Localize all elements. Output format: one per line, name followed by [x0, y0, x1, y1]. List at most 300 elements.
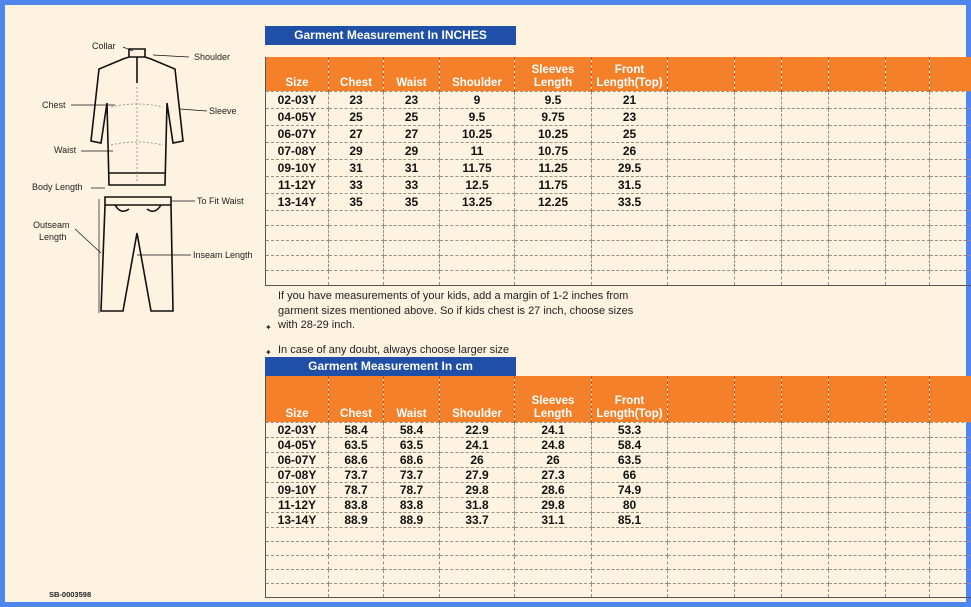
- empty-cell: [668, 210, 735, 225]
- header-text: Length(Top): [596, 76, 663, 89]
- cm-table: [265, 376, 971, 598]
- empty-cell: [735, 225, 782, 240]
- empty-cell: [515, 240, 592, 255]
- empty-cell: [735, 569, 782, 583]
- table-cell: 53.3: [592, 422, 668, 437]
- table-cell: 9.5: [440, 108, 515, 125]
- empty-cell: [782, 482, 829, 497]
- table-cell: 31: [329, 159, 384, 176]
- empty-cell: [886, 555, 930, 569]
- table-cell: 26: [440, 452, 515, 467]
- empty-cell: [930, 482, 971, 497]
- table-cell: 11: [440, 142, 515, 159]
- header-text: Size: [285, 76, 309, 89]
- empty-cell: [930, 142, 971, 159]
- table-cell: 88.9: [384, 512, 440, 527]
- label-waist: Waist: [54, 145, 77, 155]
- column-header: [384, 376, 440, 422]
- empty-row: [266, 255, 971, 270]
- table-row: [266, 497, 971, 512]
- table-cell: 13-14Y: [266, 512, 329, 527]
- empty-cell: [440, 255, 515, 270]
- empty-header-cell: [668, 57, 735, 91]
- empty-cell: [384, 555, 440, 569]
- table-row: [266, 108, 971, 125]
- empty-cell: [515, 527, 592, 541]
- header-text: Size: [285, 407, 309, 420]
- empty-header-cell: [930, 57, 971, 91]
- empty-cell: [592, 555, 668, 569]
- table-cell: 25: [329, 108, 384, 125]
- empty-cell: [515, 583, 592, 597]
- header-text: Chest: [340, 407, 372, 420]
- empty-cell: [782, 91, 829, 108]
- empty-cell: [782, 240, 829, 255]
- table-cell: 11-12Y: [266, 497, 329, 512]
- empty-cell: [266, 255, 329, 270]
- table-row: [266, 467, 971, 482]
- empty-cell: [592, 240, 668, 255]
- empty-cell: [735, 210, 782, 225]
- empty-cell: [735, 422, 782, 437]
- empty-cell: [266, 270, 329, 285]
- table-cell: 27.3: [515, 467, 592, 482]
- empty-cell: [782, 255, 829, 270]
- table-cell: 10.25: [440, 125, 515, 142]
- empty-cell: [592, 270, 668, 285]
- empty-cell: [829, 452, 886, 467]
- empty-cell: [384, 527, 440, 541]
- table-row: [266, 452, 971, 467]
- empty-cell: [829, 159, 886, 176]
- empty-header-cell: [782, 57, 829, 91]
- table-cell: 29.5: [592, 159, 668, 176]
- table-cell: 27.9: [440, 467, 515, 482]
- empty-cell: [735, 512, 782, 527]
- table-cell: 58.4: [329, 422, 384, 437]
- empty-cell: [886, 583, 930, 597]
- table-cell: 29.8: [440, 482, 515, 497]
- table-cell: 83.8: [329, 497, 384, 512]
- empty-cell: [735, 193, 782, 210]
- empty-cell: [782, 583, 829, 597]
- empty-cell: [886, 527, 930, 541]
- empty-cell: [829, 512, 886, 527]
- note-item: [265, 343, 685, 358]
- table-cell: 22.9: [440, 422, 515, 437]
- empty-header-cell: [829, 376, 886, 422]
- header-text: Sleeves: [531, 394, 575, 407]
- empty-cell: [782, 159, 829, 176]
- empty-cell: [384, 583, 440, 597]
- empty-cell: [266, 240, 329, 255]
- empty-cell: [829, 255, 886, 270]
- table-row: [266, 176, 971, 193]
- table-cell: 10.75: [515, 142, 592, 159]
- empty-cell: [886, 240, 930, 255]
- empty-cell: [384, 541, 440, 555]
- table-row: [266, 482, 971, 497]
- empty-cell: [592, 569, 668, 583]
- column-header: [440, 57, 515, 91]
- column-header: [592, 376, 668, 422]
- header-text: Front: [614, 394, 645, 407]
- empty-cell: [592, 583, 668, 597]
- table-cell: 88.9: [329, 512, 384, 527]
- empty-cell: [930, 240, 971, 255]
- empty-cell: [886, 497, 930, 512]
- empty-cell: [829, 225, 886, 240]
- table-cell: 63.5: [329, 437, 384, 452]
- empty-cell: [735, 497, 782, 512]
- empty-cell: [886, 176, 930, 193]
- table-cell: 02-03Y: [266, 422, 329, 437]
- empty-cell: [930, 210, 971, 225]
- table-cell: 21: [592, 91, 668, 108]
- header-text: Length: [533, 76, 573, 89]
- empty-cell: [886, 142, 930, 159]
- table-row: [266, 512, 971, 527]
- table-cell: 23: [329, 91, 384, 108]
- column-header: [592, 57, 668, 91]
- empty-cell: [782, 541, 829, 555]
- empty-cell: [930, 583, 971, 597]
- empty-cell: [384, 225, 440, 240]
- empty-cell: [782, 437, 829, 452]
- empty-cell: [829, 91, 886, 108]
- table-row: [266, 159, 971, 176]
- column-header: [384, 57, 440, 91]
- table-cell: 63.5: [592, 452, 668, 467]
- empty-cell: [384, 255, 440, 270]
- table-cell: 29.8: [515, 497, 592, 512]
- empty-cell: [329, 569, 384, 583]
- empty-cell: [930, 270, 971, 285]
- empty-header-cell: [886, 376, 930, 422]
- label-outseam-length: Length: [39, 232, 67, 242]
- empty-cell: [930, 176, 971, 193]
- empty-cell: [329, 210, 384, 225]
- empty-cell: [930, 225, 971, 240]
- empty-cell: [266, 555, 329, 569]
- empty-cell: [930, 555, 971, 569]
- empty-cell: [829, 142, 886, 159]
- empty-header-cell: [668, 376, 735, 422]
- cm-title: Garment Measurement In cm: [265, 357, 516, 376]
- column-header: [266, 57, 329, 91]
- empty-cell: [735, 437, 782, 452]
- empty-cell: [930, 467, 971, 482]
- empty-cell: [886, 512, 930, 527]
- empty-cell: [515, 541, 592, 555]
- empty-cell: [886, 467, 930, 482]
- empty-cell: [735, 527, 782, 541]
- header-text: Waist: [396, 76, 427, 89]
- empty-cell: [782, 422, 829, 437]
- empty-cell: [668, 176, 735, 193]
- table-row: [266, 125, 971, 142]
- header-text: Length(Top): [596, 407, 663, 420]
- table-cell: 11.75: [515, 176, 592, 193]
- empty-cell: [735, 467, 782, 482]
- empty-cell: [829, 569, 886, 583]
- empty-cell: [735, 555, 782, 569]
- table-cell: 9.75: [515, 108, 592, 125]
- column-header: [440, 376, 515, 422]
- table-cell: 04-05Y: [266, 108, 329, 125]
- empty-cell: [930, 497, 971, 512]
- table-cell: 12.5: [440, 176, 515, 193]
- empty-cell: [515, 210, 592, 225]
- table-cell: 26: [592, 142, 668, 159]
- empty-cell: [668, 193, 735, 210]
- empty-cell: [735, 125, 782, 142]
- table-cell: 33: [329, 176, 384, 193]
- table-cell: 13-14Y: [266, 193, 329, 210]
- empty-cell: [735, 91, 782, 108]
- empty-cell: [829, 240, 886, 255]
- empty-cell: [592, 527, 668, 541]
- empty-cell: [930, 452, 971, 467]
- empty-cell: [440, 555, 515, 569]
- table-cell: 25: [592, 125, 668, 142]
- empty-row: [266, 583, 971, 597]
- empty-cell: [668, 159, 735, 176]
- table-cell: 09-10Y: [266, 482, 329, 497]
- empty-cell: [829, 527, 886, 541]
- table-cell: 80: [592, 497, 668, 512]
- empty-cell: [266, 569, 329, 583]
- empty-cell: [930, 91, 971, 108]
- column-header: [266, 376, 329, 422]
- label-outseam: Outseam: [33, 220, 70, 230]
- table-cell: 28.6: [515, 482, 592, 497]
- note-line: If you have measurements of your kids, add a margin of 1-2 inches from: [278, 290, 629, 302]
- empty-cell: [829, 555, 886, 569]
- bullet-star-icon: ✦: [265, 323, 272, 332]
- table-cell: 35: [329, 193, 384, 210]
- empty-cell: [886, 210, 930, 225]
- table-row: [266, 193, 971, 210]
- empty-cell: [266, 583, 329, 597]
- empty-cell: [266, 210, 329, 225]
- empty-cell: [886, 482, 930, 497]
- table-cell: 35: [384, 193, 440, 210]
- label-sleeve: Sleeve: [209, 106, 237, 116]
- empty-cell: [886, 270, 930, 285]
- note-line: In case of any doubt, always choose larger size: [278, 343, 510, 356]
- empty-cell: [668, 270, 735, 285]
- empty-cell: [329, 541, 384, 555]
- empty-cell: [735, 176, 782, 193]
- table-cell: 24.1: [440, 437, 515, 452]
- empty-cell: [782, 225, 829, 240]
- empty-cell: [930, 422, 971, 437]
- table-cell: 9.5: [515, 91, 592, 108]
- notes: [265, 289, 685, 357]
- empty-cell: [735, 108, 782, 125]
- empty-cell: [886, 422, 930, 437]
- empty-cell: [886, 159, 930, 176]
- empty-cell: [886, 91, 930, 108]
- empty-cell: [886, 225, 930, 240]
- empty-cell: [930, 108, 971, 125]
- empty-cell: [592, 225, 668, 240]
- empty-row: [266, 225, 971, 240]
- empty-cell: [886, 193, 930, 210]
- table-cell: 02-03Y: [266, 91, 329, 108]
- table-cell: 58.4: [592, 437, 668, 452]
- empty-cell: [668, 108, 735, 125]
- empty-cell: [782, 467, 829, 482]
- empty-cell: [930, 527, 971, 541]
- empty-cell: [735, 142, 782, 159]
- empty-cell: [440, 270, 515, 285]
- empty-cell: [829, 583, 886, 597]
- table-cell: 33.5: [592, 193, 668, 210]
- empty-cell: [829, 270, 886, 285]
- empty-cell: [668, 452, 735, 467]
- column-header: [515, 57, 592, 91]
- table-cell: 85.1: [592, 512, 668, 527]
- empty-cell: [266, 541, 329, 555]
- table-cell: 07-08Y: [266, 467, 329, 482]
- table-cell: 11-12Y: [266, 176, 329, 193]
- table-cell: 33.7: [440, 512, 515, 527]
- empty-cell: [515, 225, 592, 240]
- empty-cell: [668, 467, 735, 482]
- header-text: Waist: [396, 407, 427, 420]
- empty-cell: [782, 142, 829, 159]
- empty-cell: [668, 142, 735, 159]
- empty-cell: [930, 193, 971, 210]
- table-cell: 04-05Y: [266, 437, 329, 452]
- empty-cell: [668, 555, 735, 569]
- empty-row: [266, 210, 971, 225]
- empty-cell: [668, 512, 735, 527]
- header-text: Length: [533, 407, 573, 420]
- empty-cell: [886, 569, 930, 583]
- empty-cell: [329, 225, 384, 240]
- empty-cell: [266, 527, 329, 541]
- empty-cell: [668, 541, 735, 555]
- empty-cell: [735, 583, 782, 597]
- table-cell: 68.6: [329, 452, 384, 467]
- label-shoulder: Shoulder: [194, 52, 231, 62]
- table-cell: 31: [384, 159, 440, 176]
- empty-cell: [930, 512, 971, 527]
- table-cell: 25: [384, 108, 440, 125]
- table-cell: 68.6: [384, 452, 440, 467]
- table-row: [266, 142, 971, 159]
- inches-title: Garment Measurement In INCHES: [265, 26, 516, 45]
- empty-cell: [930, 125, 971, 142]
- table-cell: 78.7: [384, 482, 440, 497]
- empty-cell: [515, 255, 592, 270]
- empty-cell: [735, 240, 782, 255]
- note-line: garment sizes mentioned above. So if kids chest is 27 inch, choose sizes: [278, 304, 634, 317]
- empty-cell: [668, 527, 735, 541]
- empty-cell: [886, 541, 930, 555]
- empty-cell: [735, 270, 782, 285]
- table-cell: 26: [515, 452, 592, 467]
- empty-row: [266, 555, 971, 569]
- empty-cell: [782, 270, 829, 285]
- table-cell: 24.1: [515, 422, 592, 437]
- empty-cell: [735, 482, 782, 497]
- empty-row: [266, 527, 971, 541]
- empty-row: [266, 569, 971, 583]
- empty-row: [266, 270, 971, 285]
- empty-cell: [829, 422, 886, 437]
- empty-cell: [668, 125, 735, 142]
- column-header: [329, 376, 384, 422]
- empty-cell: [440, 225, 515, 240]
- table-cell: 09-10Y: [266, 159, 329, 176]
- empty-cell: [829, 125, 886, 142]
- empty-cell: [829, 541, 886, 555]
- table-cell: 13.25: [440, 193, 515, 210]
- product-code: SB-0003598: [49, 590, 92, 599]
- empty-cell: [886, 452, 930, 467]
- empty-cell: [668, 225, 735, 240]
- header-text: Shoulder: [452, 407, 502, 420]
- empty-cell: [782, 555, 829, 569]
- empty-cell: [384, 270, 440, 285]
- header-text: Shoulder: [452, 76, 502, 89]
- note-item: [265, 289, 685, 333]
- empty-cell: [266, 225, 329, 240]
- empty-cell: [782, 176, 829, 193]
- empty-cell: [735, 255, 782, 270]
- table-cell: 07-08Y: [266, 142, 329, 159]
- label-collar: Collar: [92, 41, 116, 51]
- table-cell: 9: [440, 91, 515, 108]
- empty-cell: [782, 497, 829, 512]
- empty-cell: [930, 569, 971, 583]
- empty-row: [266, 541, 971, 555]
- table-cell: 27: [329, 125, 384, 142]
- empty-cell: [735, 541, 782, 555]
- empty-cell: [829, 193, 886, 210]
- table-cell: 31.1: [515, 512, 592, 527]
- empty-cell: [930, 159, 971, 176]
- empty-header-cell: [735, 57, 782, 91]
- empty-cell: [829, 176, 886, 193]
- table-cell: 24.8: [515, 437, 592, 452]
- empty-cell: [735, 452, 782, 467]
- empty-cell: [592, 541, 668, 555]
- label-inseam-length: Inseam Length: [193, 250, 253, 260]
- table-cell: 33: [384, 176, 440, 193]
- empty-cell: [440, 210, 515, 225]
- empty-cell: [829, 467, 886, 482]
- table-row: [266, 422, 971, 437]
- table-cell: 10.25: [515, 125, 592, 142]
- empty-cell: [515, 569, 592, 583]
- empty-cell: [886, 108, 930, 125]
- garment-diagram: [25, 33, 270, 333]
- empty-cell: [515, 555, 592, 569]
- empty-cell: [384, 569, 440, 583]
- table-cell: 31.5: [592, 176, 668, 193]
- label-to-fit-waist: To Fit Waist: [197, 196, 244, 206]
- empty-cell: [668, 482, 735, 497]
- empty-cell: [930, 255, 971, 270]
- empty-cell: [592, 210, 668, 225]
- empty-header-cell: [829, 57, 886, 91]
- label-chest: Chest: [42, 100, 66, 110]
